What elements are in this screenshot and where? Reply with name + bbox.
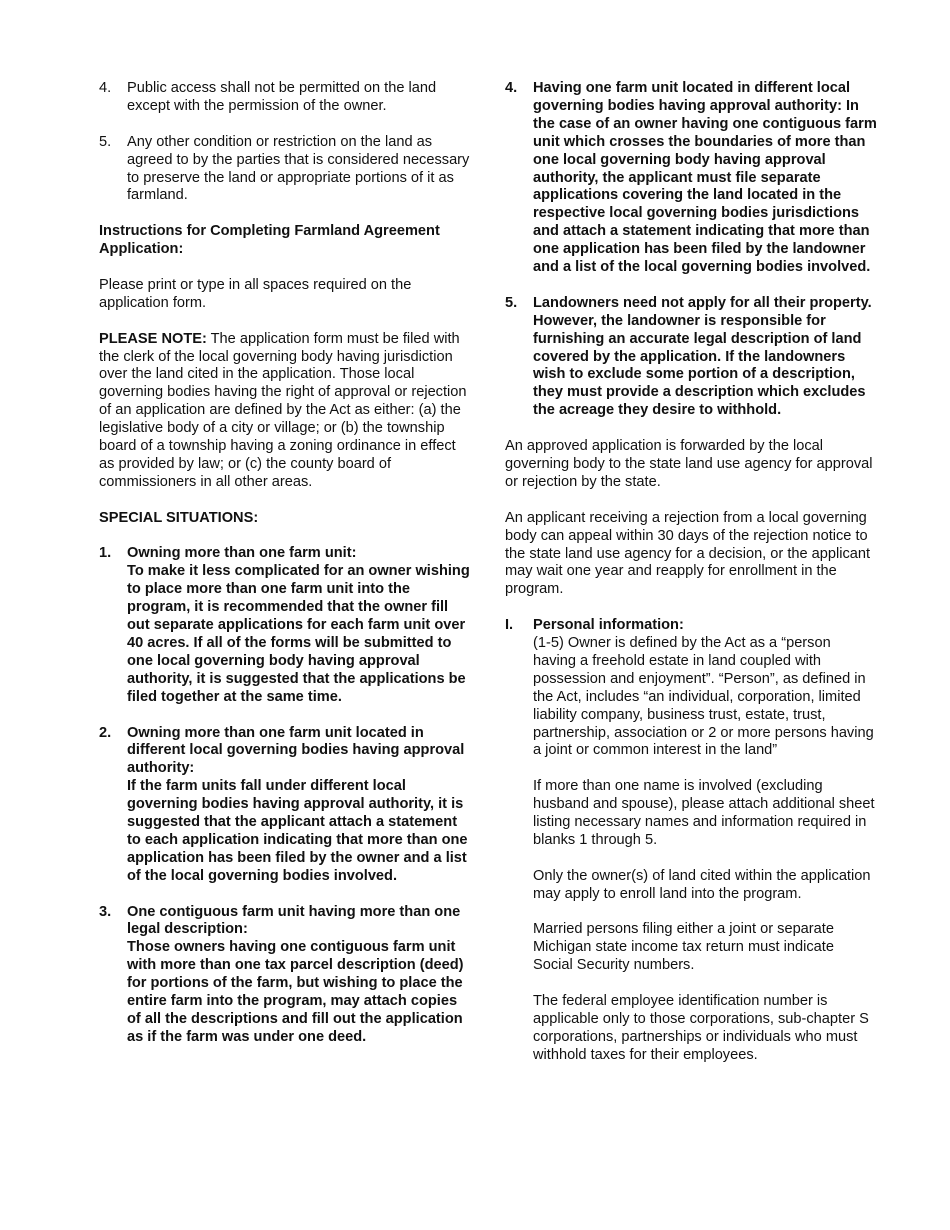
left-column: [99, 80, 471, 1065]
condition-item-4: [99, 80, 471, 116]
special-item-2: [99, 725, 471, 886]
special-item-1: [99, 545, 471, 706]
section-number: I.: [505, 617, 514, 634]
item-text: Landowners need not apply for all their property. However, the landowner is responsible for furnishing an accurate legal description of land covered by the application. If the landowners wish to exclude some portion of a description, they must provide a description which excludes the acreage they desire to withhold.: [533, 294, 872, 419]
instructions-heading: Instructions for Completing Farmland Agreement Application:: [99, 223, 440, 258]
print-instructions-paragraph: Please print or type in all spaces required on the application form.: [99, 276, 412, 311]
federal-id-paragraph: The federal employee identification number is applicable only to those corporations, sub-chapter S corporations, partnerships or individuals who must withhold taxes for their employees.: [533, 993, 869, 1063]
owner-only-paragraph: Only the owner(s) of land cited within the application may apply to enroll land into the program.: [533, 867, 871, 902]
item-title: Owning more than one farm unit located in different local governing bodies having approval authority:: [127, 724, 465, 777]
item-text: Having one farm unit located in different local governing bodies having approval authority: In the case of an owner having one contiguous farm unit which crosses the boundaries of more than one local governing body having approval authority, the applicant must file separate applications covering the land located in the respective local governing bodies jurisdictions and attach a statement indicating that more than one application has been filed by the landowner and a list of the local governing bodies involved.: [533, 80, 877, 276]
item-text: Any other condition or restriction on the land as agreed to by the parties that is considered necessary to preserve the land or appropriate portions of it as farmland.: [127, 133, 470, 204]
item-title: One contiguous farm unit having more than one legal description:: [127, 903, 461, 938]
item-text: If the farm units fall under different local governing bodies having approval authority, it is suggested that the applicant attach a statement to each application indicating that more than one application has been filed by the owner and a list of the local governing bodies involved.: [127, 778, 468, 884]
item-text: Those owners having one contiguous farm unit with more than one tax parcel description (deed) for portions of the farm, but wishing to place the entire farm into the program, may attach copies of all the descriptions and fill out the application as if the farm was under one deed.: [127, 939, 464, 1045]
item-number: 4.: [505, 80, 518, 96]
item-number: 2.: [99, 724, 112, 741]
owner-definition-paragraph: (1-5) Owner is defined by the Act as a “person having a freehold estate in land coupled with possession and enjoyment”. “Person”, as defined in the Act, includes “an individual, corporation, limited liability company, business trust, estate, trust, partnership, association or 2 or more persons having a joint or common interest in the land”: [533, 635, 874, 759]
item-number: 5.: [99, 133, 112, 150]
item-text: Public access shall not be permitted on the land except with the permission of the owner.: [127, 80, 437, 114]
please-note-text: The application form must be filed with the clerk of the local governing body having jurisdiction over the land cited in the application. Those local governing bodies having the right of approval or rejection of an application are defined by the Act as either: (a) the legislative body of a city or village; or (b) the township board of a township having a zoning ordinance in effect as provided by law; or (c) the county board of commissioners in all other areas.: [99, 330, 467, 490]
rejection-appeal-paragraph: An applicant receiving a rejection from a local governing body can appeal within 30 days of the rejection notice to the state land use agency for a decision, or the applicant may wait one year and reapply for enrollment in the program.: [505, 509, 871, 598]
item-title: Owning more than one farm unit:: [127, 545, 357, 562]
multiple-names-paragraph: If more than one name is involved (excluding husband and spouse), please attach additional sheet listing necessary names and information required in blanks 1 through 5.: [533, 778, 875, 848]
right-column: [505, 80, 877, 1083]
special-item-3: [99, 904, 471, 1047]
please-note-paragraph: [99, 331, 471, 492]
special-situations-heading: SPECIAL SITUATIONS:: [99, 509, 259, 526]
approved-application-paragraph: An approved application is forwarded by the local governing body to the state land use agency for approval or rejection by the state.: [505, 438, 873, 490]
item-number: 4.: [99, 80, 112, 96]
item-number: 1.: [99, 545, 112, 562]
personal-information-section: [505, 617, 877, 1065]
married-persons-paragraph: Married persons filing either a joint or separate Michigan state income tax return must indicate Social Security numbers.: [533, 921, 834, 974]
item-text: To make it less complicated for an owner wishing to place more than one farm unit into the program, it is recommended that the owner fill out separate applications for each farm unit over 40 acres. If all of the forms will be submitted to one local governing body having approval authority, it is suggested that the applications be filed together at the same time.: [127, 563, 470, 705]
please-note-label: PLEASE NOTE:: [99, 330, 207, 347]
special-item-4: [505, 80, 877, 277]
condition-item-5: [99, 134, 471, 206]
special-item-5: [505, 295, 877, 420]
item-number: 3.: [99, 903, 112, 920]
section-title: Personal information:: [533, 617, 684, 634]
item-number: 5.: [505, 294, 518, 311]
